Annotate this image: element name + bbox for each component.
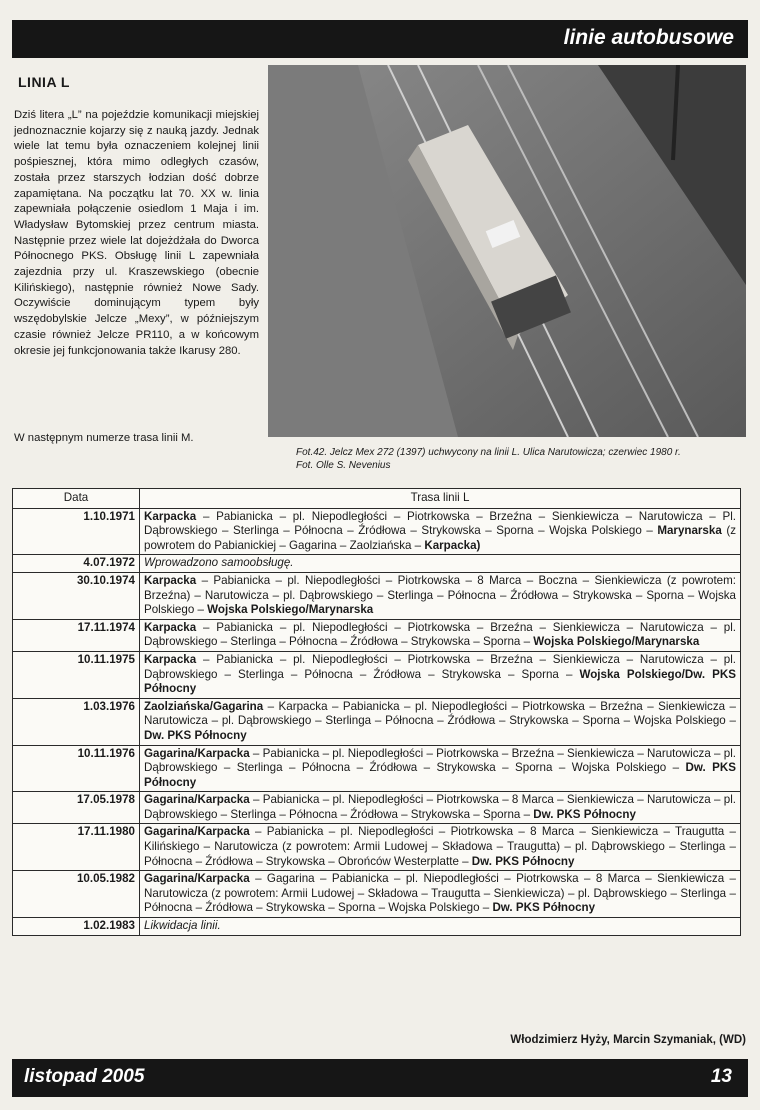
row-date: 1.03.1976 (13, 698, 140, 745)
route-segment: Karpacka (144, 652, 197, 666)
page-number: 13 (710, 1066, 732, 1087)
row-route (140, 745, 741, 792)
photo-caption (296, 446, 746, 472)
row-route (140, 698, 741, 745)
row-route (140, 918, 741, 936)
row-date: 4.07.1972 (13, 555, 140, 573)
table-header-row (13, 489, 741, 509)
table-row (13, 698, 741, 745)
route-segment: Wojska Polskiego/Dw. PKS Północny (144, 667, 736, 696)
row-date: 10.11.1976 (13, 745, 140, 792)
route-segment: Likwidacja linii. (144, 919, 221, 933)
route-segment: (z powrotem do Pabianickiej – Gagarina – Zaolziańska – (144, 524, 736, 552)
route-segment: Gagarina/Karpacka (144, 746, 250, 760)
route-segment: Karpacka (144, 573, 197, 587)
route-segment: – Pabianicka – pl. Niepodległości – Piotrkowska – Brzeźna – Sienkiewicza – Narutowicza – Pl. Dąbrowskiego – Sterlinga – Północna – Źródłowa – Strykowska – Sporna – Wojska Polskiego – (144, 509, 736, 538)
column-header-date: Data (13, 489, 140, 509)
table-row (13, 824, 741, 871)
row-route (140, 572, 741, 619)
table-row (13, 572, 741, 619)
route-segment: Gagarina/Karpacka (144, 793, 250, 807)
row-route (140, 651, 741, 698)
table-row (13, 918, 741, 936)
route-segment: Dw. PKS Północny (533, 807, 636, 821)
route-segment: Dw. PKS Północny (144, 728, 247, 742)
route-segment: Gagarina/Karpacka (144, 825, 250, 839)
route-segment: Marynarska (657, 524, 722, 538)
authors: Włodzimierz Hyży, Marcin Szymaniak, (WD) (510, 1034, 746, 1046)
row-route (140, 619, 741, 651)
route-segment: Karpacka (144, 620, 197, 634)
row-route (140, 871, 741, 918)
row-date: 1.10.1971 (13, 508, 140, 555)
route-segment: – Pabianicka – pl. Niepodległości – Piotrkowska – 8 Marca – Sienkiewicza – Narutowicza – pl. Dąbrowskiego – Sterlinga – Północna – Źródłowa – Strykowska – Sporna – (144, 793, 736, 821)
table-row (13, 745, 741, 792)
row-date: 17.11.1980 (13, 824, 140, 871)
route-history-table (12, 488, 741, 936)
row-route (140, 824, 741, 871)
table-row (13, 871, 741, 918)
route-segment: Karpacka) (424, 538, 481, 552)
route-segment: – Karpacka – Pabianicka – pl. Niepodległości – Piotrkowska – Brzeźna – Sienkiewicza – Narutowicza – pl. Dąbrowskiego – Sterlinga – Północna – Źródłowa – Strykowska – Sporna – Wojska Polskiego – (144, 699, 736, 728)
route-segment: Gagarina/Karpacka (144, 872, 250, 886)
row-date: 17.05.1978 (13, 792, 140, 824)
route-segment: Wojska Polskiego/Marynarska (533, 635, 700, 649)
article-title: LINIA L (18, 74, 70, 90)
footer-bar (12, 1059, 748, 1097)
row-date: 30.10.1974 (13, 572, 140, 619)
route-segment: Karpacka (144, 509, 197, 523)
column-header-route: Trasa linii L (140, 489, 741, 509)
row-date: 1.02.1983 (13, 918, 140, 936)
row-date: 10.05.1982 (13, 871, 140, 918)
table-row (13, 792, 741, 824)
route-segment: Dw. PKS Północny (471, 854, 575, 868)
row-route (140, 792, 741, 824)
section-title: linie autobusowe (563, 26, 734, 49)
article-body: Dziś litera „L” na pojeździe komunikacji miejskiej jednoznacznie kojarzy się z nauką jazdy. Jednak wiele lat temu była oznaczeniem kolejnej linii pośpiesznej, która mimo odległych czasów, została przez starszych łodzian dość dobrze zapamiętana. Na początku lat 70. XX w. linia zapewniała połączenie osiedlom 1 Maja i im. Władysław Bytomskiej przez centrum miasta. Następnie przez wiele lat dojeżdżała do Dworca Północnego PKS. Obsługę linii L zapewniała zajezdnia przy ul. Kraszewskiego (obecnie Kilińskiego), następnie również Nowe Sady. Oczywiście dominującym typem były wszędobylskie Jelcze „Mexy”, w późniejszym czasie również Jelcze PR110, a w końcowym okresie jej funkcjonowania także Ikarusy 280. (14, 109, 259, 357)
row-date: 17.11.1974 (13, 619, 140, 651)
route-segment: Dw. PKS Północny (492, 901, 596, 915)
caption-line: Fot.42. Jelcz Mex 272 (1397) uchwycony na linii L. Ulica Narutowicza; czerwiec 1980 r. (296, 447, 681, 458)
route-segment: Wojska Polskiego/Marynarska (207, 603, 374, 617)
table-row (13, 555, 741, 573)
row-route (140, 508, 741, 555)
route-segment: Wprowadzono samoobsługę. (144, 556, 294, 570)
row-date: 10.11.1975 (13, 651, 140, 698)
route-segment: – Pabianicka – pl. Niepodległości – Piotrkowska – 8 Marca – Boczna – Sienkiewicza (z powrotem: Brzeźna) – Narutowicza – pl. Dąbrowskiego – Sterlinga – Północna – Źródłowa – Strykowska – Sporna – Wojska Polskiego – (144, 573, 736, 617)
route-segment: – Pabianicka – pl. Niepodległości – Piotrkowska – 8 Marca – Sienkiewicza – Traugutta – Kilińskiego – Narutowicza (z powrotem: Armii Ludowej – Składowa – Traugutta) – pl. Dąbrowskiego – Sterlinga – Północna – Źródłowa – Strykowska – Obrońców Westerplatte – (144, 825, 736, 868)
route-segment: – Pabianicka – pl. Niepodległości – Piotrkowska – Brzeźna – Sienkiewicza – Narutowicza – pl. Dąbrowskiego – Sterlinga – Północna – Źródłowa – Strykowska – Sporna – (144, 620, 736, 649)
next-issue-note: W następnym numerze trasa linii M. (14, 432, 194, 444)
route-segment: – Pabianicka – pl. Niepodległości – Piotrkowska – Brzeźna – Sienkiewicza – Narutowicza – pl. Dąbrowskiego – Sterlinga – Północna – Źródłowa – Strykowska – Sporna – Wojska Polskiego – (144, 746, 736, 775)
route-segment: – Gagarina – Pabianicka – pl. Niepodległości – Piotrkowska – 8 Marca – Sienkiewicza – Narutowicza (z powrotem: Armii Ludowej – Składowa – Traugutta – Sienkiewicza) – pl. Dąbrowskiego – Sterlinga – Północna – Źródłowa – Strykowska – Sporna – Wojska Polskiego – (144, 872, 736, 915)
route-segment: Zaolziańska/Gagarina (144, 699, 264, 713)
route-segment: Dw. PKS Północny (144, 761, 736, 789)
table-row (13, 619, 741, 651)
table-body (13, 508, 741, 935)
bus-photo (268, 65, 746, 437)
row-route (140, 555, 741, 573)
issue-date: listopad 2005 (24, 1066, 145, 1087)
table-row (13, 651, 741, 698)
caption-credit: Fot. Olle S. Nevenius (296, 460, 391, 471)
route-segment: – Pabianicka – pl. Niepodległości – Piotrkowska – Brzeźna – Sienkiewicza – Narutowicza – pl. Dąbrowskiego – Sterlinga – Północna – Źródłowa – Strykowska – Sporna – (144, 652, 736, 681)
table-row (13, 508, 741, 555)
header-bar (12, 20, 748, 58)
